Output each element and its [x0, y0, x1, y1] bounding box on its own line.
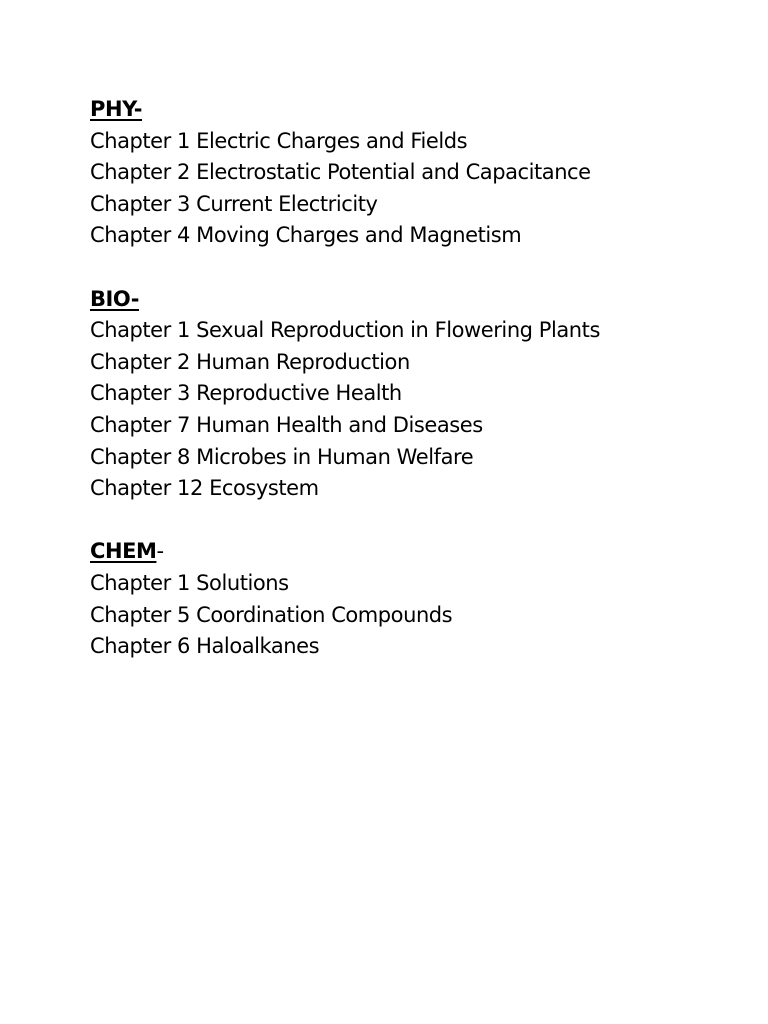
section-heading-text: PHY- [90, 97, 143, 121]
chapter-item: Chapter 2 Human Reproduction [90, 349, 410, 374]
section-heading [90, 284, 750, 316]
chapter-item: Chapter 3 Reproductive Health [90, 381, 402, 406]
section-biology [90, 284, 750, 505]
chapter-item: Chapter 12 Ecosystem [90, 476, 319, 501]
chapter-item: Chapter 8 Microbes in Human Welfare [90, 444, 474, 469]
section-heading-suffix: - [156, 539, 164, 564]
section-spacer [90, 505, 750, 537]
chapter-item: Chapter 1 Sexual Reproduction in Flowering Plants [90, 318, 600, 343]
section-chemistry [90, 536, 750, 662]
section-heading [90, 536, 750, 568]
chapter-item: Chapter 3 Current Electricity [90, 191, 378, 216]
chapter-item: Chapter 1 Solutions [90, 570, 289, 595]
section-physics [90, 94, 750, 252]
section-heading-text: BIO- [90, 286, 139, 311]
chapter-item: Chapter 5 Coordination Compounds [90, 602, 453, 627]
section-heading-text: CHEM [90, 539, 157, 564]
section-heading [90, 94, 750, 126]
chapter-item: Chapter 6 Haloalkanes [90, 634, 320, 659]
document-body [90, 94, 750, 663]
chapter-item: Chapter 2 Electrostatic Potential and Capacitance [90, 160, 591, 185]
chapter-item: Chapter 4 Moving Charges and Magnetism [90, 223, 522, 248]
chapter-item: Chapter 1 Electric Charges and Fields [90, 128, 468, 153]
section-spacer [90, 252, 750, 284]
chapter-item: Chapter 7 Human Health and Diseases [90, 412, 483, 437]
